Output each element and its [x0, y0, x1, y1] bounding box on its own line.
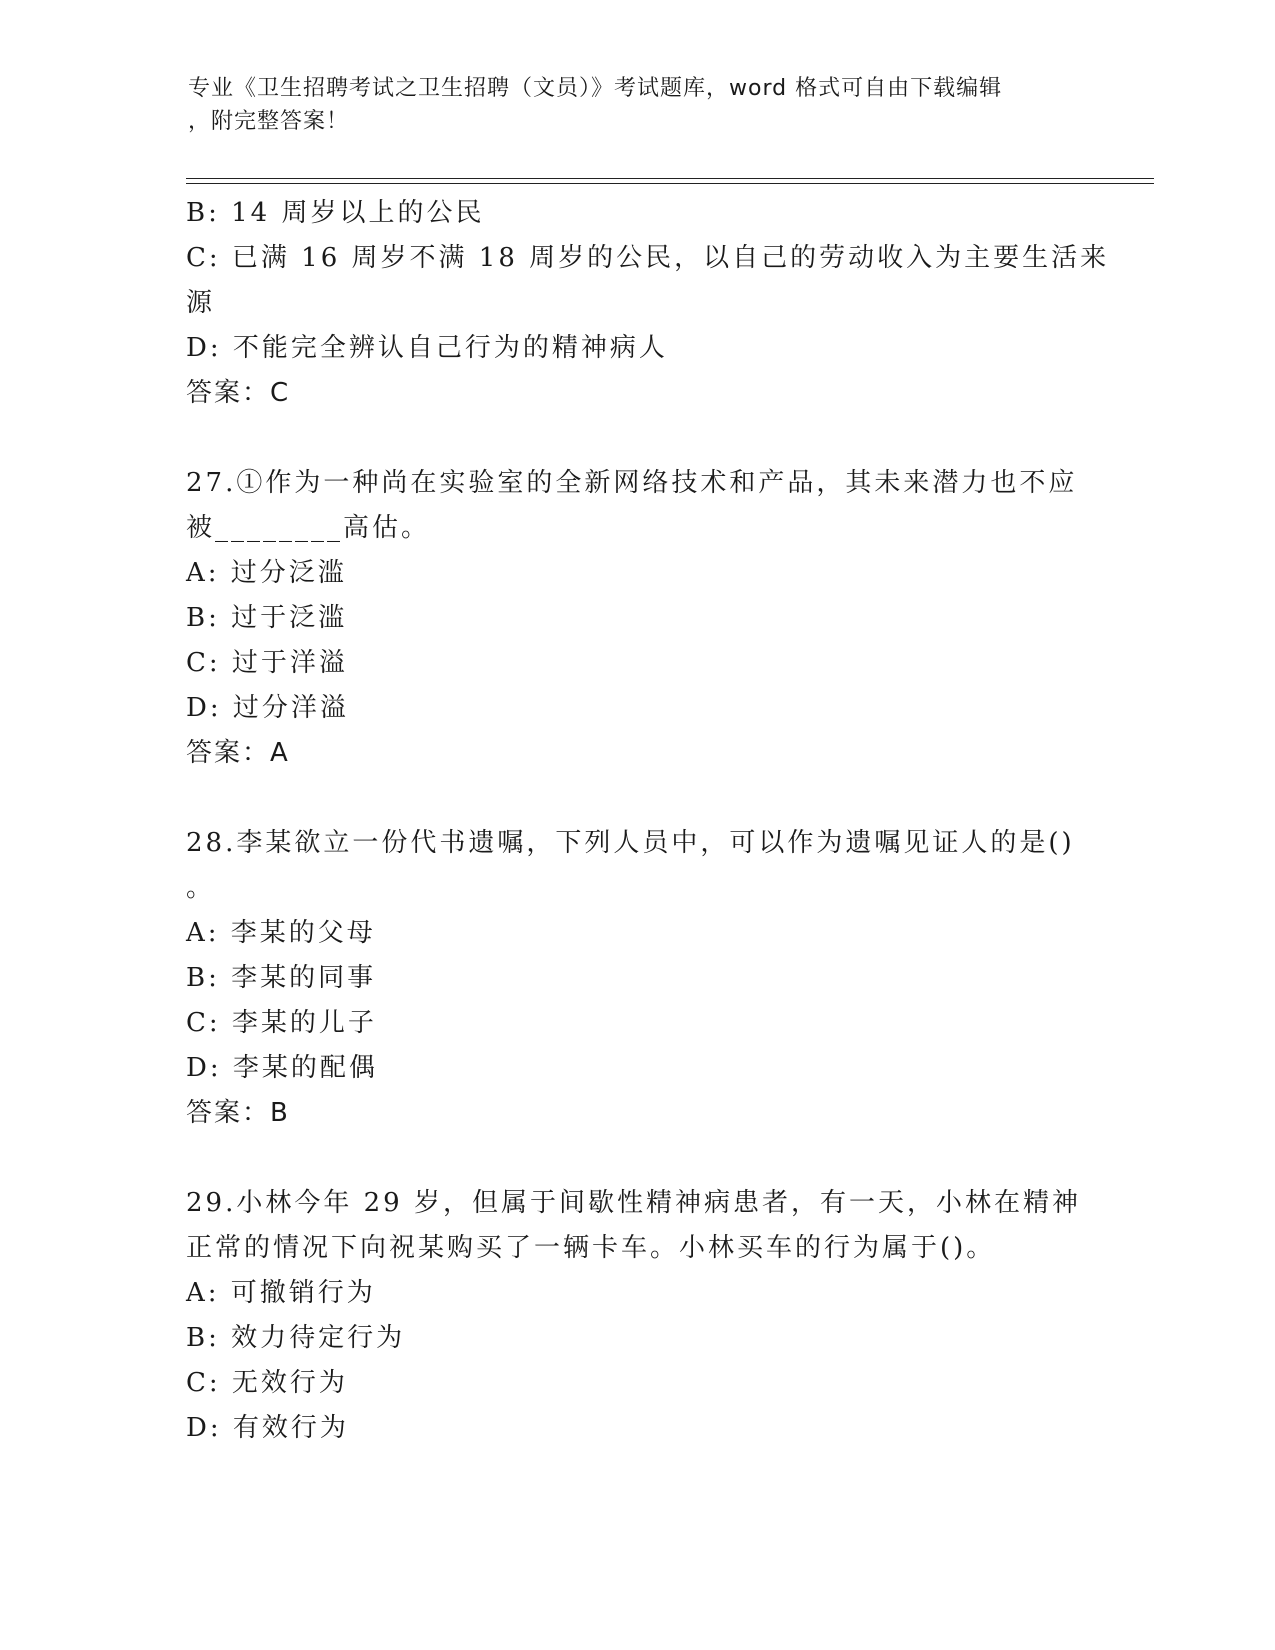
q28-option-d: D: 李某的配偶 [186, 1053, 378, 1083]
q27-option-d: D: 过分洋溢 [186, 693, 349, 723]
header-note [188, 72, 1068, 138]
q26-answer: 答案：C [186, 378, 291, 408]
q28-option-c: C: 李某的儿子 [186, 1008, 377, 1038]
q29-option-a: A: 可撤销行为 [186, 1278, 376, 1308]
q26-option-d: D: 不能完全辨认自己行为的精神病人 [186, 333, 668, 363]
q27-option-a: A: 过分泛滥 [186, 558, 347, 588]
q29-stem-line-1: 29.小林今年 29 岁，但属于间歇性精神病患者，有一天，小林在精神 [186, 1188, 1081, 1218]
header-note-line-1: 专业《卫生招聘考试之卫生招聘（文员）》考试题库，word 格式可自由下载编辑 [188, 76, 1003, 101]
q29-stem-line-2: 正常的情况下向祝某购买了一辆卡车。小林买车的行为属于()。 [186, 1233, 996, 1263]
q28-option-b: B: 李某的同事 [186, 963, 377, 993]
q26-option-b: B: 14 周岁以上的公民 [186, 198, 485, 228]
q28-option-a: A: 李某的父母 [186, 918, 376, 948]
header-divider-bottom [186, 183, 1154, 184]
q27-option-c: C: 过于洋溢 [186, 648, 348, 678]
q29-option-c: C: 无效行为 [186, 1368, 348, 1398]
q28-stem-line-1: 28.李某欲立一份代书遗嘱，下列人员中，可以作为遗嘱见证人的是() [186, 828, 1075, 858]
q27-stem-line-2: 被________高估。 [186, 513, 431, 543]
q26-option-c-line-2: 源 [186, 288, 216, 318]
header-divider-top [186, 178, 1154, 179]
q26-option-c-line-1: C: 已满 16 周岁不满 18 周岁的公民，以自己的劳动收入为主要生活来 [186, 243, 1110, 273]
q27-option-b: B: 过于泛滥 [186, 603, 348, 633]
q28-stem-line-2: 。 [186, 873, 216, 903]
q27-answer: 答案：A [186, 738, 290, 768]
header-note-line-2: ，附完整答案！ [188, 109, 350, 134]
q28-answer: 答案：B [186, 1098, 290, 1128]
q29-option-b: B: 效力待定行为 [186, 1323, 406, 1353]
q29-option-d: D: 有效行为 [186, 1413, 349, 1443]
q27-stem-line-1: 27.①作为一种尚在实验室的全新网络技术和产品，其未来潜力也不应 [186, 468, 1078, 498]
